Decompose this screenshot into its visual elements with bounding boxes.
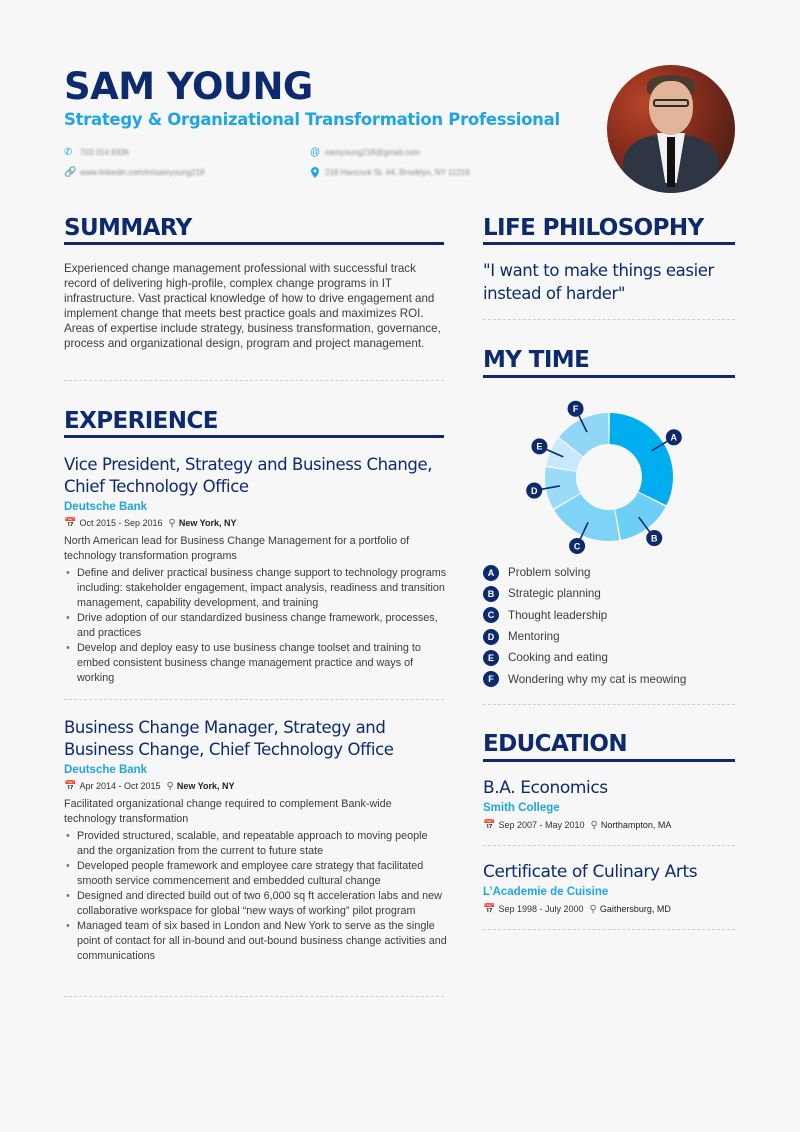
divider: [483, 845, 735, 846]
experience-heading: EXPERIENCE: [64, 408, 218, 434]
job-meta: [64, 780, 235, 793]
profile-photo: [607, 65, 735, 193]
job-dates: Apr 2014 - Oct 2015: [79, 781, 161, 791]
legend-badge: F: [483, 671, 499, 687]
calendar-icon: 📅: [483, 904, 496, 915]
summary-text: Experienced change management professional with successful track record of delivering high-profile, complex change programs in IT infrastructure. Vast practical knowledge of how to drive engagement and implement change that meets best practice goals and maximizes ROI. Areas of expertise include strategy, business transformation, governance, process and organizational design, program and project management.: [64, 262, 441, 351]
edu-school: L’Academie de Cuisine: [483, 886, 609, 898]
map-pin-icon: ⚲: [168, 518, 176, 529]
job-location: New York, NY: [176, 781, 235, 791]
legend-badge: A: [483, 565, 499, 581]
email-address[interactable]: samyoung218@gmail.com: [325, 148, 420, 157]
education-heading: EDUCATION: [483, 731, 628, 757]
divider: [64, 380, 444, 381]
legend-badge: E: [483, 650, 499, 666]
job-bullet: • Developed people framework and employee care strategy that facilitated smooth service commencement and embedded cultural change: [64, 859, 448, 889]
legend-label: Thought leadership: [508, 608, 608, 622]
edu-dates: Sep 2007 - May 2010: [498, 820, 585, 830]
candidate-title: Strategy & Organizational Transformation Professional: [64, 110, 560, 129]
map-pin-icon: ⚲: [589, 904, 597, 915]
legend-label: Wondering why my cat is meowing: [508, 672, 687, 686]
phone-number[interactable]: 703 314 8336: [80, 148, 129, 157]
legend-label: Problem solving: [508, 566, 591, 580]
edu-meta: [483, 903, 671, 916]
map-pin-icon: [311, 167, 319, 182]
legend-item: [483, 583, 743, 604]
legend-item: [483, 626, 743, 647]
my-time-heading: MY TIME: [483, 347, 590, 373]
legend-badge: B: [483, 586, 499, 602]
edu-degree: Certificate of Culinary Arts: [483, 862, 698, 882]
svg-text:F: F: [572, 404, 579, 415]
job-bullet: • Provided structured, scalable, and repeatable approach to moving people and the organization from the current to future state: [64, 829, 448, 859]
calendar-icon: 📅: [483, 820, 496, 831]
calendar-icon: 📅: [64, 518, 77, 529]
job-company: Deutsche Bank: [64, 764, 148, 776]
job-location: New York, NY: [178, 518, 237, 528]
legend-label: Strategic planning: [508, 587, 601, 601]
my-time-rule: [483, 375, 735, 378]
job-bullet: • Drive adoption of our standardized business change framework, processes, and practices: [64, 611, 448, 641]
job-company: Deutsche Bank: [64, 501, 148, 513]
job-bullet: • Define and deliver practical business change support to technology programs including: stakeholder engagement, impact analysis, readiness and transition management, capability development, and training: [64, 566, 448, 611]
job-description: Facilitated organizational change required to complement Bank-wide technology transformation: [64, 798, 392, 825]
job-title: Business Change Manager, Strategy and Business Change, Chief Technology Office: [64, 718, 394, 759]
philosophy-quote: "I want to make things easier instead of harder": [483, 261, 714, 303]
legend-item: [483, 668, 743, 689]
legend-label: Cooking and eating: [508, 651, 608, 665]
job-dates: Oct 2015 - Sep 2016: [79, 518, 163, 528]
candidate-name: SAM YOUNG: [64, 65, 313, 108]
philosophy-rule: [483, 242, 735, 245]
svg-text:D: D: [530, 485, 538, 496]
legend-item: [483, 647, 743, 668]
website-link[interactable]: www.linkedin.com/in/samyoung218: [80, 168, 205, 177]
divider: [64, 996, 444, 997]
donut-segment-a: [609, 413, 673, 505]
edu-dates: Sep 1998 - July 2000: [498, 904, 584, 914]
education-rule: [483, 759, 735, 762]
edu-meta: [483, 819, 671, 832]
link-icon: 🔗: [64, 167, 77, 178]
legend-badge: C: [483, 607, 499, 623]
philosophy-heading: LIFE PHILOSOPHY: [483, 215, 704, 241]
edu-location: Northampton, MA: [600, 820, 672, 830]
job-bullet: • Managed team of six based in London and New York to serve as the single point of contact for all in-bound and out-bound business change activities and communications: [64, 919, 448, 964]
svg-text:B: B: [650, 533, 658, 544]
at-icon: @: [310, 147, 321, 158]
svg-text:A: A: [670, 432, 678, 443]
job-bullets: [64, 829, 448, 964]
edu-location: Gaithersburg, MD: [599, 904, 671, 914]
svg-text:E: E: [536, 441, 543, 452]
street-address: 218 Hancock St. #4, Brooklyn, NY 11216: [325, 168, 470, 177]
divider: [64, 699, 444, 700]
map-pin-icon: ⚲: [166, 781, 174, 792]
divider: [483, 704, 735, 705]
legend-item: [483, 605, 743, 626]
edu-school: Smith College: [483, 802, 560, 814]
summary-rule: [64, 242, 444, 245]
edu-degree: B.A. Economics: [483, 778, 608, 798]
divider: [483, 929, 735, 930]
divider: [483, 319, 735, 320]
job-meta: [64, 517, 237, 530]
time-legend: [483, 562, 743, 690]
job-bullet: • Designed and directed build out of two 6,000 sq ft acceleration labs and new collaborative workspace for global “new ways of working” pilot program: [64, 889, 448, 919]
phone-icon: ✆: [64, 147, 73, 158]
legend-label: Mentoring: [508, 630, 560, 644]
experience-rule: [64, 435, 444, 438]
map-pin-icon: ⚲: [590, 820, 598, 831]
summary-heading: SUMMARY: [64, 215, 192, 241]
time-donut-chart: [520, 398, 700, 558]
calendar-icon: 📅: [64, 781, 77, 792]
job-bullet: • Develop and deploy easy to use business change toolset and training to embed consistent business change management practice and ways of working: [64, 641, 448, 686]
legend-badge: D: [483, 629, 499, 645]
legend-item: [483, 562, 743, 583]
job-title: Vice President, Strategy and Business Change, Chief Technology Office: [64, 455, 433, 496]
svg-text:C: C: [573, 541, 581, 552]
job-description: North American lead for Business Change Management for a portfolio of technology transformation programs: [64, 535, 410, 562]
job-bullets: [64, 566, 448, 686]
